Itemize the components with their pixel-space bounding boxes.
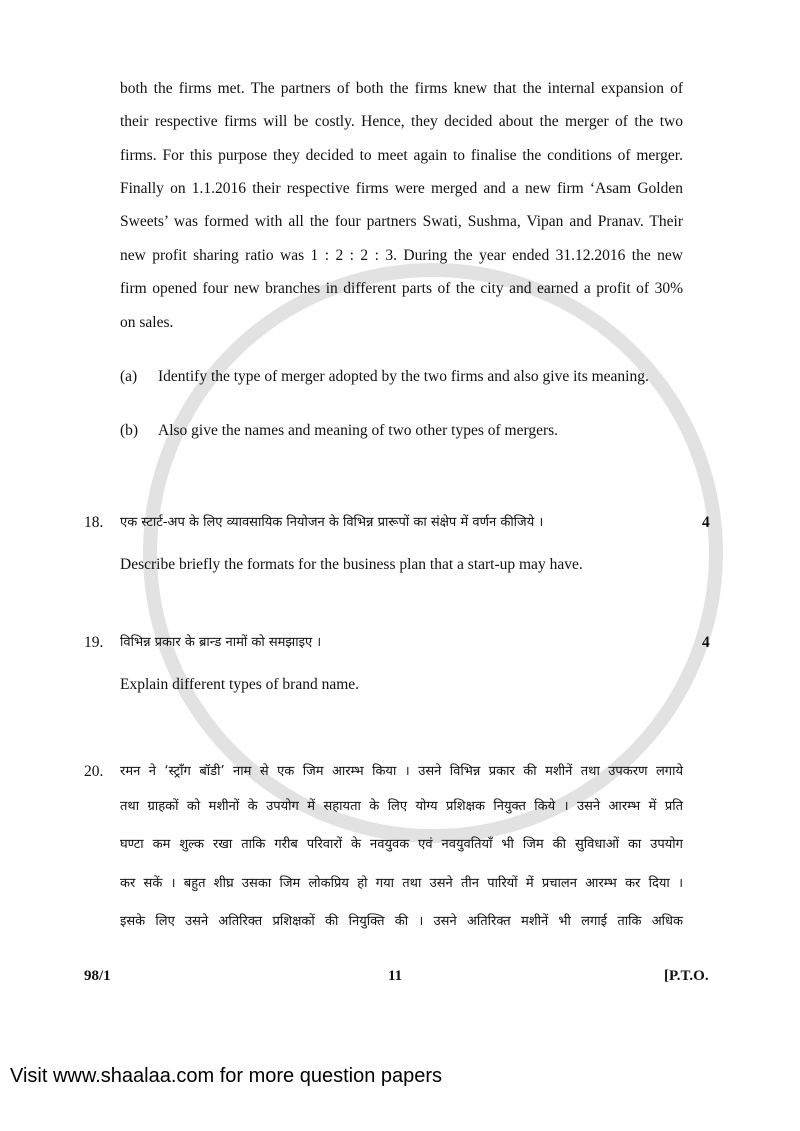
merger-passage xyxy=(84,79,722,333)
question-hindi: विभिन्न प्रकार के ब्रान्ड नामों को समझाइए । xyxy=(120,635,322,650)
shaalaa-banner-link[interactable]: Visit www.shaalaa.com for more question papers xyxy=(10,1065,443,1087)
sub-b-text: Also give the names and meaning of two other types of mergers. xyxy=(158,422,559,439)
sub-a-label: (a) xyxy=(120,368,138,385)
pto-label: [P.T.O. xyxy=(664,968,709,984)
passage-line: firms. For this purpose they decided to meet again to finalise the conditions of merger. xyxy=(120,147,683,164)
passage-line: both the firms met. The partners of both the firms knew that the internal expansion of xyxy=(120,80,683,97)
question-number: 18. xyxy=(84,514,104,531)
question-hindi-line: रमन ने ‘स्ट्राँग बॉडी’ नाम से एक जिम आरम्भ किया । उसने विभिन्न प्रकार की मशीनें तथा उपकरण लगाये xyxy=(120,764,683,779)
question-hindi-line: घण्टा कम शुल्क रखा ताकि गरीब परिवारों के नवयुवक एवं नवयुवतियाँ भी जिम की सुविधाओं का उपयोग xyxy=(120,837,683,852)
question-english: Describe briefly the formats for the business plan that a start-up may have. xyxy=(120,556,583,573)
question-hindi-line: तथा ग्राहकों को मशीनों के उपयोग में सहायता के लिए योग्य प्रशिक्षक नियुक्त किये । उसने आरम्भ में प्रति xyxy=(120,799,683,814)
passage-line: firm opened four new branches in different parts of the city and earned a profit of 30% xyxy=(120,280,683,297)
question-20 xyxy=(84,762,722,932)
paper-code: 98/1 xyxy=(84,968,111,984)
sub-question-a xyxy=(120,367,722,387)
question-number: 19. xyxy=(84,634,104,651)
question-hindi: एक स्टार्ट-अप के लिए व्यावसायिक नियोजन के विभिन्न प्रारूपों का संक्षेप में वर्णन कीजिये । xyxy=(120,515,544,530)
question-19 xyxy=(84,633,722,695)
passage-line: Finally on 1.1.2016 their respective firms were merged and a new firm ‘Asam Golden xyxy=(120,180,683,197)
question-hindi-line: कर सकें । बहुत शीघ्र उसका जिम लोकप्रिय हो गया तथा उसने तीन पारियों में प्रचालन आरम्भ कर दिया । xyxy=(120,876,683,891)
passage-line: their respective firms will be costly. Hence, they decided about the merger of the two xyxy=(120,113,683,130)
question-hindi-line: इसके लिए उसने अतिरिक्त प्रशिक्षकों की नियुक्ति की । उसने अतिरिक्त मशीनें भी लगाई ताकि अधिक xyxy=(120,914,683,929)
question-english: Explain different types of brand name. xyxy=(120,676,360,693)
sub-b-label: (b) xyxy=(120,422,139,439)
passage-line: new profit sharing ratio was 1 : 2 : 2 : 3. During the year ended 31.12.2016 the new xyxy=(120,247,683,264)
passage-line: on sales. xyxy=(120,314,174,331)
question-marks: 4 xyxy=(702,634,710,651)
sub-question-b xyxy=(120,421,722,441)
page-number: 11 xyxy=(388,968,403,984)
question-18 xyxy=(84,513,722,575)
page-footer xyxy=(84,966,722,986)
page-content xyxy=(84,79,722,986)
question-number: 20. xyxy=(84,763,104,780)
sub-a-text: Identify the type of merger adopted by the two firms and also give its meaning. xyxy=(158,368,649,385)
passage-line: Sweets’ was formed with all the four partners Swati, Sushma, Vipan and Pranav. Their xyxy=(120,213,683,230)
question-marks: 4 xyxy=(702,514,710,531)
